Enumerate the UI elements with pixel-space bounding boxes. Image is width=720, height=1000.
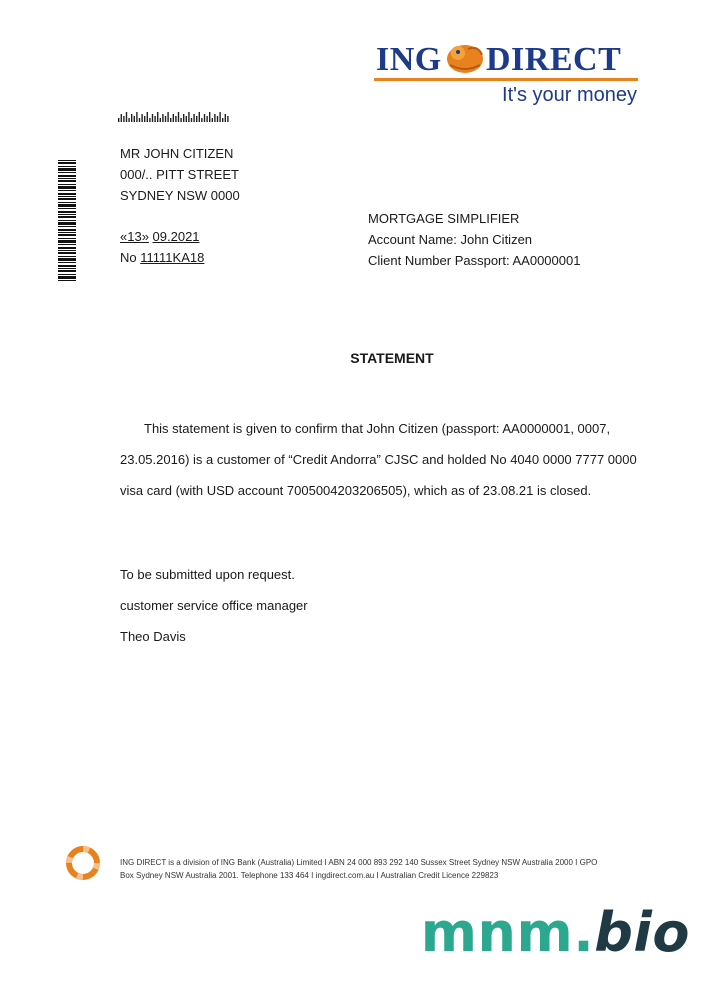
client-number: Client Number Passport: AA0000001 bbox=[368, 253, 581, 268]
statement-line-2: 23.05.2016) is a customer of “Credit Andorra” CJSC and holded No 4040 0000 7777 0000 bbox=[120, 452, 637, 467]
account-product: MORTGAGE SIMPLIFIER bbox=[368, 211, 520, 226]
closing-note: To be submitted upon request. bbox=[120, 567, 295, 582]
reference-month-year: 09.2021 bbox=[152, 229, 200, 244]
recipient-address bbox=[120, 143, 240, 206]
watermark-part-1: mnm. bbox=[420, 901, 595, 964]
logo-rule bbox=[374, 78, 638, 81]
statement-title: STATEMENT bbox=[350, 350, 434, 366]
logo-word-direct: DIRECT bbox=[486, 41, 622, 78]
recipient-name: MR JOHN CITIZEN bbox=[120, 146, 234, 161]
watermark-part-2: bio bbox=[594, 901, 690, 964]
reference-no-label: No bbox=[120, 250, 137, 265]
account-details bbox=[368, 208, 580, 271]
document-reference bbox=[120, 226, 204, 268]
signatory-name: Theo Davis bbox=[120, 629, 186, 644]
footer-legal bbox=[120, 856, 650, 882]
reference-day: «13» bbox=[120, 229, 149, 244]
lifebuoy-icon bbox=[66, 846, 100, 880]
signatory-title: customer service office manager bbox=[120, 598, 308, 613]
account-name: Account Name: John Citizen bbox=[368, 232, 533, 247]
postal-barcode bbox=[118, 112, 230, 122]
footer-line-2: Box Sydney NSW Australia 2001. Telephone 133 464 I ingdirect.com.au I Australian Credit Licence 229823 bbox=[120, 871, 499, 880]
watermark-brand bbox=[421, 898, 690, 968]
side-barcode bbox=[58, 160, 76, 284]
lion-icon bbox=[444, 41, 486, 75]
closing-block bbox=[120, 559, 308, 652]
logo-tagline: It's your money bbox=[502, 84, 637, 106]
reference-number: 11111KA18 bbox=[140, 250, 205, 265]
footer-line-1: ING DIRECT is a division of ING Bank (Australia) Limited I ABN 24 000 893 292 140 Sussex Street Sydney NSW Australia 2000 I GPO bbox=[120, 858, 598, 867]
recipient-street: 000/.. PITT STREET bbox=[120, 167, 239, 182]
statement-line-1: This statement is given to confirm that John Citizen (passport: AA0000001, 0007, bbox=[144, 421, 611, 436]
logo-word-ing: ING bbox=[376, 41, 442, 78]
recipient-city: SYDNEY NSW 0000 bbox=[120, 188, 240, 203]
ing-direct-logo bbox=[374, 38, 639, 110]
statement-body bbox=[120, 413, 640, 506]
statement-line-3: visa card (with USD account 7005004203206505), which as of 23.08.21 is closed. bbox=[120, 483, 592, 498]
